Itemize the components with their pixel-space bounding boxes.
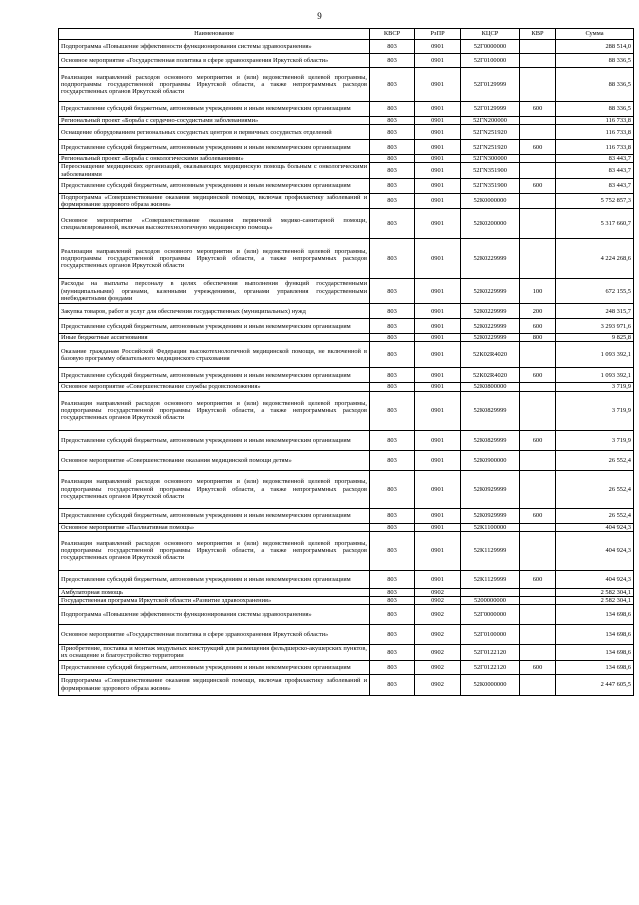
table-row bbox=[59, 430, 634, 450]
cell-sum: 134 698,6 bbox=[556, 660, 634, 674]
cell-sum: 83 443,7 bbox=[556, 155, 634, 163]
cell-kcsr: 52К02R4020 bbox=[461, 368, 520, 383]
table-row bbox=[59, 163, 634, 178]
cell-kvr bbox=[520, 383, 556, 391]
cell-kvr bbox=[520, 342, 556, 368]
cell-name: Реализация направлений расходов основного мероприятия и (или) ведомственной целевой программы, подпрограммы государственной программы Иркутской области, а также непрограммных расходов государственных органов Иркутской области bbox=[59, 239, 370, 279]
cell-sum: 83 443,7 bbox=[556, 163, 634, 178]
cell-sum: 1 093 392,1 bbox=[556, 342, 634, 368]
table-row bbox=[59, 450, 634, 470]
cell-kcsr: 52ГN251920 bbox=[461, 140, 520, 155]
cell-rzpr: 0901 bbox=[415, 342, 461, 368]
table-row bbox=[59, 674, 634, 695]
cell-kvr: 600 bbox=[520, 660, 556, 674]
cell-kcsr: 52К0929999 bbox=[461, 508, 520, 523]
cell-name: Реализация направлений расходов основного мероприятия и (или) ведомственной целевой программы, подпрограммы государственной программы Иркутской области, а также непрограммных расходов государственных органов Иркутской области bbox=[59, 470, 370, 508]
cell-kcsr: 52Г0129999 bbox=[461, 102, 520, 117]
cell-rzpr: 0901 bbox=[415, 391, 461, 430]
cell-rzpr: 0901 bbox=[415, 470, 461, 508]
cell-sum: 9 825,8 bbox=[556, 334, 634, 342]
cell-kvsr: 803 bbox=[370, 239, 415, 279]
table-row bbox=[59, 155, 634, 163]
cell-kcsr: 52ГN351900 bbox=[461, 163, 520, 178]
cell-kcsr: 52К1100000 bbox=[461, 523, 520, 531]
cell-kvsr: 803 bbox=[370, 334, 415, 342]
cell-kvr: 200 bbox=[520, 304, 556, 319]
cell-kcsr: 52ГN251920 bbox=[461, 125, 520, 140]
cell-kvr bbox=[520, 605, 556, 625]
cell-kcsr: 52К0229999 bbox=[461, 334, 520, 342]
cell-kvsr: 803 bbox=[370, 54, 415, 68]
cell-sum: 404 924,3 bbox=[556, 523, 634, 531]
cell-kvr bbox=[520, 125, 556, 140]
cell-kcsr: 52К0229999 bbox=[461, 239, 520, 279]
cell-name: Основное мероприятие «Паллиативная помощь» bbox=[59, 523, 370, 531]
cell-kvr: 600 bbox=[520, 102, 556, 117]
cell-kcsr: 52ГN300000 bbox=[461, 155, 520, 163]
table-row bbox=[59, 342, 634, 368]
cell-rzpr: 0901 bbox=[415, 54, 461, 68]
cell-kvsr: 803 bbox=[370, 625, 415, 645]
cell-rzpr: 0901 bbox=[415, 140, 461, 155]
cell-rzpr: 0902 bbox=[415, 605, 461, 625]
cell-name: Реализация направлений расходов основного мероприятия и (или) ведомственной целевой программы, подпрограммы государственной программы Иркутской области, а также непрограммных расходов государственных органов Иркутской области bbox=[59, 531, 370, 570]
cell-name: Предоставление субсидий бюджетным, автономным учреждениям и иным некоммерческим организациям bbox=[59, 430, 370, 450]
cell-kvr bbox=[520, 117, 556, 125]
cell-kcsr: 52Г0100000 bbox=[461, 625, 520, 645]
cell-kvsr: 803 bbox=[370, 140, 415, 155]
cell-kvsr: 803 bbox=[370, 660, 415, 674]
cell-kvr bbox=[520, 531, 556, 570]
cell-name: Подпрограмма «Совершенствование оказания медицинской помощи, включая профилактику заболеваний и формирование здорового образа жизни» bbox=[59, 193, 370, 208]
cell-kvr: 600 bbox=[520, 319, 556, 334]
table-row bbox=[59, 588, 634, 596]
cell-rzpr: 0902 bbox=[415, 674, 461, 695]
cell-name: Расходы на выплаты персоналу в целях обеспечения выполнения функций государственными (муниципальными) органами, казенными учреждениями, органами управления государственными внебюджетными фондами bbox=[59, 279, 370, 304]
cell-sum: 3 719,9 bbox=[556, 430, 634, 450]
table-row bbox=[59, 279, 634, 304]
cell-sum: 116 733,8 bbox=[556, 140, 634, 155]
cell-kcsr: 5200000000 bbox=[461, 597, 520, 605]
cell-name: Основное мероприятие «Совершенствование службы родовспоможения» bbox=[59, 383, 370, 391]
cell-kvr bbox=[520, 625, 556, 645]
cell-kvsr: 803 bbox=[370, 342, 415, 368]
cell-kcsr: 52К02R4020 bbox=[461, 342, 520, 368]
cell-rzpr: 0901 bbox=[415, 368, 461, 383]
cell-sum: 2 582 304,1 bbox=[556, 597, 634, 605]
cell-kvr bbox=[520, 597, 556, 605]
cell-kcsr: 52К0800000 bbox=[461, 383, 520, 391]
cell-sum: 116 733,8 bbox=[556, 117, 634, 125]
cell-sum: 5 752 857,3 bbox=[556, 193, 634, 208]
cell-sum: 26 552,4 bbox=[556, 470, 634, 508]
cell-kvr bbox=[520, 209, 556, 239]
cell-kcsr: 52К0829999 bbox=[461, 391, 520, 430]
cell-kvr bbox=[520, 155, 556, 163]
cell-name: Предоставление субсидий бюджетным, автономным учреждениям и иным некоммерческим организациям bbox=[59, 570, 370, 588]
cell-kvr bbox=[520, 391, 556, 430]
cell-rzpr: 0901 bbox=[415, 117, 461, 125]
cell-kcsr: 52К0229999 bbox=[461, 319, 520, 334]
cell-name: Предоставление субсидий бюджетным, автономным учреждениям и иным некоммерческим организациям bbox=[59, 508, 370, 523]
cell-sum: 88 336,5 bbox=[556, 54, 634, 68]
cell-rzpr: 0901 bbox=[415, 304, 461, 319]
table-row bbox=[59, 68, 634, 102]
cell-kvsr: 803 bbox=[370, 570, 415, 588]
cell-kvsr: 803 bbox=[370, 391, 415, 430]
cell-kcsr: 52Г0122120 bbox=[461, 645, 520, 660]
cell-sum: 134 698,6 bbox=[556, 645, 634, 660]
table-row bbox=[59, 40, 634, 54]
table-row bbox=[59, 102, 634, 117]
cell-kcsr: 52К0900000 bbox=[461, 450, 520, 470]
cell-rzpr: 0902 bbox=[415, 645, 461, 660]
cell-kcsr: 52Г0122120 bbox=[461, 660, 520, 674]
cell-sum: 2 582 304,1 bbox=[556, 588, 634, 596]
cell-sum: 404 924,3 bbox=[556, 570, 634, 588]
cell-rzpr: 0901 bbox=[415, 450, 461, 470]
table-row bbox=[59, 660, 634, 674]
cell-rzpr: 0902 bbox=[415, 660, 461, 674]
cell-name: Реализация направлений расходов основного мероприятия и (или) ведомственной целевой программы, подпрограммы государственной программы Иркутской области, а также непрограммных расходов государственных органов Иркутской области bbox=[59, 391, 370, 430]
table-header-row bbox=[59, 29, 634, 40]
table-row bbox=[59, 645, 634, 660]
cell-sum: 4 224 268,6 bbox=[556, 239, 634, 279]
cell-kvr bbox=[520, 470, 556, 508]
table-row bbox=[59, 209, 634, 239]
cell-name: Реализация направлений расходов основного мероприятия и (или) ведомственной целевой программы, подпрограммы государственной программы Иркутской области, а также непрограммных расходов государственных органов Иркутской области bbox=[59, 68, 370, 102]
cell-kvsr: 803 bbox=[370, 178, 415, 193]
cell-sum: 3 293 971,6 bbox=[556, 319, 634, 334]
cell-kvr bbox=[520, 674, 556, 695]
table-row bbox=[59, 368, 634, 383]
cell-kvsr: 803 bbox=[370, 155, 415, 163]
header-kvr: КВР bbox=[520, 29, 556, 40]
table-row bbox=[59, 597, 634, 605]
cell-rzpr: 0901 bbox=[415, 508, 461, 523]
cell-sum: 88 336,5 bbox=[556, 102, 634, 117]
cell-kvsr: 803 bbox=[370, 117, 415, 125]
cell-name: Оснащение оборудованием региональных сосудистых центров и первичных сосудистых отделений bbox=[59, 125, 370, 140]
cell-kvr: 800 bbox=[520, 334, 556, 342]
cell-kvsr: 803 bbox=[370, 674, 415, 695]
cell-rzpr: 0901 bbox=[415, 430, 461, 450]
cell-kcsr: 52ГN351900 bbox=[461, 178, 520, 193]
table-row bbox=[59, 383, 634, 391]
table-row bbox=[59, 508, 634, 523]
cell-sum: 134 698,6 bbox=[556, 625, 634, 645]
cell-kvr: 600 bbox=[520, 368, 556, 383]
cell-rzpr: 0901 bbox=[415, 334, 461, 342]
cell-name: Предоставление субсидий бюджетным, автономным учреждениям и иным некоммерческим организациям bbox=[59, 368, 370, 383]
table-row bbox=[59, 193, 634, 208]
cell-name: Основное мероприятие «Государственная политика в сфере здравоохранения Иркутской области» bbox=[59, 54, 370, 68]
cell-kvsr: 803 bbox=[370, 125, 415, 140]
cell-sum: 5 317 660,7 bbox=[556, 209, 634, 239]
cell-kvsr: 803 bbox=[370, 68, 415, 102]
cell-rzpr: 0901 bbox=[415, 193, 461, 208]
cell-kvr bbox=[520, 40, 556, 54]
cell-sum: 3 719,9 bbox=[556, 391, 634, 430]
table-row bbox=[59, 54, 634, 68]
cell-kvsr: 803 bbox=[370, 605, 415, 625]
cell-kvsr: 803 bbox=[370, 531, 415, 570]
cell-kvsr: 803 bbox=[370, 279, 415, 304]
cell-kvsr: 803 bbox=[370, 40, 415, 54]
cell-rzpr: 0901 bbox=[415, 125, 461, 140]
cell-name: Предоставление субсидий бюджетным, автономным учреждениям и иным некоммерческим организациям bbox=[59, 319, 370, 334]
cell-sum: 1 093 392,1 bbox=[556, 368, 634, 383]
cell-rzpr: 0901 bbox=[415, 178, 461, 193]
cell-kvr bbox=[520, 54, 556, 68]
cell-kvsr: 803 bbox=[370, 368, 415, 383]
cell-name: Подпрограмма «Совершенствование оказания медицинской помощи, включая профилактику заболеваний и формирование здорового образа жизни» bbox=[59, 674, 370, 695]
cell-rzpr: 0901 bbox=[415, 155, 461, 163]
cell-rzpr: 0902 bbox=[415, 625, 461, 645]
cell-kcsr: 52К0829999 bbox=[461, 430, 520, 450]
cell-kcsr: 52Г0000000 bbox=[461, 605, 520, 625]
cell-kvsr: 803 bbox=[370, 470, 415, 508]
cell-name: Региональный проект «Борьба с онкологическими заболеваниями» bbox=[59, 155, 370, 163]
cell-kvsr: 803 bbox=[370, 523, 415, 531]
table-row bbox=[59, 531, 634, 570]
cell-kcsr: 52К1129999 bbox=[461, 570, 520, 588]
cell-rzpr: 0901 bbox=[415, 570, 461, 588]
cell-name: Закупка товаров, работ и услуг для обеспечения государственных (муниципальных) нужд bbox=[59, 304, 370, 319]
cell-kvr bbox=[520, 645, 556, 660]
cell-rzpr: 0901 bbox=[415, 319, 461, 334]
table-row bbox=[59, 140, 634, 155]
table-row bbox=[59, 178, 634, 193]
cell-rzpr: 0901 bbox=[415, 523, 461, 531]
cell-sum: 26 552,4 bbox=[556, 450, 634, 470]
cell-name: Оказание гражданам Российской Федерации высокотехнологичной медицинской помощи, не включенной в базовую программу обязательного медицинского страхования bbox=[59, 342, 370, 368]
cell-kvsr: 803 bbox=[370, 508, 415, 523]
cell-name: Основное мероприятие «Совершенствование оказания медицинской помощи детям» bbox=[59, 450, 370, 470]
table-row bbox=[59, 117, 634, 125]
cell-kcsr: 52К0229999 bbox=[461, 279, 520, 304]
cell-kcsr: 52Г0000000 bbox=[461, 40, 520, 54]
table-row bbox=[59, 625, 634, 645]
cell-kcsr bbox=[461, 588, 520, 596]
cell-kvsr: 803 bbox=[370, 383, 415, 391]
table-row bbox=[59, 125, 634, 140]
cell-kvr bbox=[520, 163, 556, 178]
cell-name: Переоснащение медицинских организаций, оказывающих медицинскую помощь больным с онкологическими заболеваниями bbox=[59, 163, 370, 178]
cell-kvr: 600 bbox=[520, 430, 556, 450]
cell-rzpr: 0901 bbox=[415, 531, 461, 570]
cell-kcsr: 52К1129999 bbox=[461, 531, 520, 570]
table-row bbox=[59, 334, 634, 342]
cell-kvsr: 803 bbox=[370, 597, 415, 605]
cell-kvr bbox=[520, 239, 556, 279]
cell-rzpr: 0901 bbox=[415, 68, 461, 102]
cell-kvr bbox=[520, 68, 556, 102]
table-row bbox=[59, 605, 634, 625]
cell-kvsr: 803 bbox=[370, 430, 415, 450]
cell-kvr bbox=[520, 450, 556, 470]
cell-kvr: 100 bbox=[520, 279, 556, 304]
table-row bbox=[59, 523, 634, 531]
header-kcsr: КЦСР bbox=[461, 29, 520, 40]
cell-rzpr: 0901 bbox=[415, 40, 461, 54]
page-number: 9 bbox=[317, 11, 322, 21]
table-row bbox=[59, 239, 634, 279]
cell-name: Государственная программа Иркутской области «Развитие здравоохранения» bbox=[59, 597, 370, 605]
cell-kcsr: 52ГN200000 bbox=[461, 117, 520, 125]
table-row bbox=[59, 470, 634, 508]
cell-sum: 3 719,9 bbox=[556, 383, 634, 391]
cell-kvsr: 803 bbox=[370, 304, 415, 319]
cell-sum: 26 552,4 bbox=[556, 508, 634, 523]
cell-kvsr: 803 bbox=[370, 102, 415, 117]
table-row bbox=[59, 391, 634, 430]
cell-name: Подпрограмма «Повышение эффективности функционирования системы здравоохранения» bbox=[59, 40, 370, 54]
cell-sum: 288 514,0 bbox=[556, 40, 634, 54]
cell-name: Предоставление субсидий бюджетным, автономным учреждениям и иным некоммерческим организациям bbox=[59, 140, 370, 155]
table-row bbox=[59, 319, 634, 334]
cell-sum: 134 698,6 bbox=[556, 605, 634, 625]
cell-rzpr: 0902 bbox=[415, 597, 461, 605]
cell-sum: 404 924,3 bbox=[556, 531, 634, 570]
cell-kvr: 600 bbox=[520, 570, 556, 588]
table-row bbox=[59, 304, 634, 319]
cell-kvr: 600 bbox=[520, 508, 556, 523]
cell-kcsr: 52Г0129999 bbox=[461, 68, 520, 102]
cell-name: Иные бюджетные ассигнования bbox=[59, 334, 370, 342]
cell-kcsr: 52К0000000 bbox=[461, 193, 520, 208]
cell-sum: 248 315,7 bbox=[556, 304, 634, 319]
cell-kvsr: 803 bbox=[370, 193, 415, 208]
cell-rzpr: 0901 bbox=[415, 239, 461, 279]
cell-name: Предоставление субсидий бюджетным, автономным учреждениям и иным некоммерческим организациям bbox=[59, 102, 370, 117]
cell-sum: 83 443,7 bbox=[556, 178, 634, 193]
cell-sum: 116 733,8 bbox=[556, 125, 634, 140]
cell-rzpr: 0901 bbox=[415, 383, 461, 391]
cell-kcsr: 52К0229999 bbox=[461, 304, 520, 319]
cell-kvsr: 803 bbox=[370, 588, 415, 596]
cell-sum: 2 447 605,5 bbox=[556, 674, 634, 695]
cell-rzpr: 0901 bbox=[415, 102, 461, 117]
cell-rzpr: 0901 bbox=[415, 163, 461, 178]
cell-rzpr: 0901 bbox=[415, 209, 461, 239]
budget-table bbox=[58, 28, 634, 696]
cell-kcsr: 52К0000000 bbox=[461, 674, 520, 695]
cell-kvsr: 803 bbox=[370, 319, 415, 334]
cell-kvsr: 803 bbox=[370, 163, 415, 178]
table-body bbox=[59, 40, 634, 696]
header-rzpr: РзПР bbox=[415, 29, 461, 40]
cell-sum: 88 336,5 bbox=[556, 68, 634, 102]
cell-name: Приобретение, поставка и монтаж модульных конструкций для размещения фельдшерско-акушерских пунктов, их оснащение и благоустройство территории bbox=[59, 645, 370, 660]
cell-name: Предоставление субсидий бюджетным, автономным учреждениям и иным некоммерческим организациям bbox=[59, 178, 370, 193]
table-row bbox=[59, 570, 634, 588]
cell-rzpr: 0901 bbox=[415, 279, 461, 304]
cell-kvsr: 803 bbox=[370, 209, 415, 239]
cell-name: Основное мероприятие «Государственная политика в сфере здравоохранения Иркутской области» bbox=[59, 625, 370, 645]
cell-kvr bbox=[520, 588, 556, 596]
cell-name: Предоставление субсидий бюджетным, автономным учреждениям и иным некоммерческим организациям bbox=[59, 660, 370, 674]
cell-kcsr: 52К0200000 bbox=[461, 209, 520, 239]
cell-kvsr: 803 bbox=[370, 645, 415, 660]
cell-kvr bbox=[520, 523, 556, 531]
cell-kvr: 600 bbox=[520, 178, 556, 193]
cell-name: Амбулаторная помощь bbox=[59, 588, 370, 596]
header-sum: Сумма bbox=[556, 29, 634, 40]
cell-name: Подпрограмма «Повышение эффективности функционирования системы здравоохранения» bbox=[59, 605, 370, 625]
cell-rzpr: 0902 bbox=[415, 588, 461, 596]
cell-kvr: 600 bbox=[520, 140, 556, 155]
cell-kcsr: 52Г0100000 bbox=[461, 54, 520, 68]
header-name: Наименование bbox=[59, 29, 370, 40]
cell-name: Региональный проект «Борьба с сердечно-сосудистыми заболеваниями» bbox=[59, 117, 370, 125]
header-kvsr: КВСР bbox=[370, 29, 415, 40]
cell-kcsr: 52К0929999 bbox=[461, 470, 520, 508]
cell-kvr bbox=[520, 193, 556, 208]
cell-name: Основное мероприятие «Совершенствование оказания первичной медико-санитарной помощи, специализированной, включая высокотехнологичную медицинскую помощь» bbox=[59, 209, 370, 239]
cell-kvsr: 803 bbox=[370, 450, 415, 470]
cell-sum: 672 155,5 bbox=[556, 279, 634, 304]
